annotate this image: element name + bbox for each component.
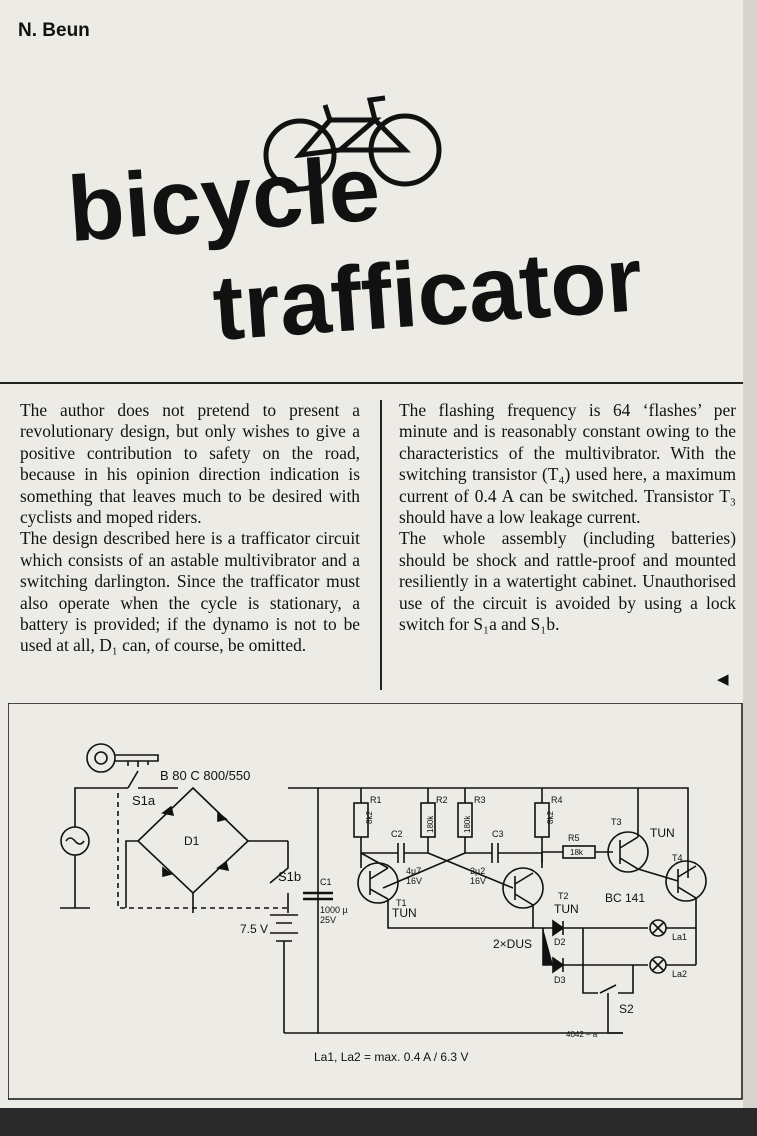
author-name: N. Beun <box>18 20 90 41</box>
title-graphic <box>30 80 730 360</box>
paragraph: The design described here is a trafficator circuit which consists of an astable multivibrator and a switching darlington. Since the trafficator must also operate when the cycle is stationary, a battery is provided; if the dynamo is not to be used at all, D₁ can, of course, be omitted. <box>20 528 360 656</box>
paragraph: The whole assembly (including batteries) should be shock and rattle-proof and mounted resiliently in a watertight cabinet. Unauthorised use of the circuit is avoided by using a lock switch for S₁a and S₁b. <box>399 528 736 635</box>
battery-symbol <box>270 915 298 1033</box>
label-r5: R5 <box>568 833 580 843</box>
label-c2-val2: 16V <box>406 876 423 886</box>
label-r3-val: 180k <box>463 815 472 833</box>
transistor-t4 <box>638 861 706 928</box>
label-c1-val1: 1000 µ <box>320 905 348 915</box>
right-column <box>399 400 736 635</box>
label-d2: D2 <box>554 937 566 947</box>
label-c3-val1: 2µ2 <box>470 866 486 876</box>
label-t2-type: TUN <box>554 902 579 916</box>
label-c2-val1: 4µ7 <box>406 866 422 876</box>
label-t2: T2 <box>558 891 569 901</box>
label-t1: T1 <box>396 898 407 908</box>
left-column <box>20 400 360 657</box>
label-diodes: 2×DUS <box>493 937 533 951</box>
label-la1: La1 <box>672 932 688 942</box>
transistor-t2 <box>503 868 543 908</box>
transistor-t3 <box>608 788 648 872</box>
title-divider <box>0 382 757 384</box>
transistor-t1 <box>358 853 398 903</box>
key-icon <box>87 744 158 772</box>
title-line2: trafficator <box>209 228 646 360</box>
label-r5-val: 18k <box>570 848 583 857</box>
label-c3: C3 <box>492 829 504 839</box>
label-s1a: S1a <box>132 793 156 808</box>
label-d3: D3 <box>554 975 566 985</box>
label-r3: R3 <box>474 795 486 805</box>
title-line1: bicycle <box>64 137 384 262</box>
label-c2: C2 <box>391 829 403 839</box>
circuit-schematic <box>8 703 744 1101</box>
label-t4-type: BC 141 <box>605 891 646 905</box>
label-t4: T4 <box>672 853 683 863</box>
label-d1: D1 <box>184 834 200 848</box>
label-ref: 4042 – a <box>566 1030 598 1039</box>
end-mark: ◀ <box>717 671 729 688</box>
label-r2-val: 180k <box>426 815 435 833</box>
label-c1-val2: 25V <box>320 915 337 925</box>
page-edge <box>743 0 757 1108</box>
label-t3-type: TUN <box>650 826 675 840</box>
label-t3: T3 <box>611 817 622 827</box>
label-r2: R2 <box>436 795 448 805</box>
paragraph: The flashing frequency is 64 ‘flashes’ per minute and is reasonably constant owing to the characteristics of the multivibrator. With the switching transistor (T₄) used here, a maximum current of 0.4 A can be switched. Transistor T₃ should have a low leakage current. <box>399 400 736 528</box>
paragraph: The author does not pretend to present a revolutionary design, but only wishes to give a positive contribution to safety on the road, because in his opinion direction indication is something that leaves much to be desired with cyclists and moped riders. <box>20 400 360 528</box>
label-r4: R4 <box>551 795 563 805</box>
label-r1-val: 8k2 <box>365 811 374 824</box>
label-r4-val: 8k2 <box>546 811 555 824</box>
bottom-shadow <box>0 1108 757 1136</box>
label-footnote: La1, La2 = max. 0.4 A / 6.3 V <box>314 1050 469 1064</box>
label-s1b: S1b <box>278 869 302 884</box>
column-divider <box>380 400 382 690</box>
label-r1: R1 <box>370 795 382 805</box>
label-c1: C1 <box>320 877 332 887</box>
label-s2: S2 <box>619 1002 634 1016</box>
label-c3-val2: 16V <box>470 876 487 886</box>
label-t1-type: TUN <box>392 906 417 920</box>
label-la2: La2 <box>672 969 688 979</box>
label-bridge: B 80 C 800/550 <box>160 768 251 783</box>
label-battery: 7.5 V <box>240 922 269 936</box>
